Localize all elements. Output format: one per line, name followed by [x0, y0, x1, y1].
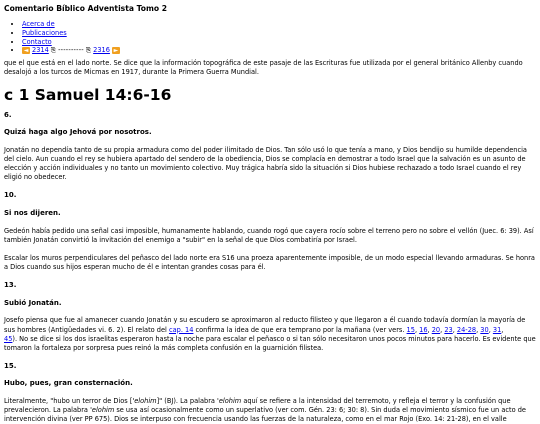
nav-item-about: [22, 20, 536, 29]
verse-ref-link[interactable]: 45: [4, 334, 13, 343]
pager-dashes: ----------: [58, 46, 84, 55]
intro-paragraph: que el que está en el lado norte. Se dice que la información topográfica de este pasaje de las Escrituras fue utilizada por el general británico Allenby cuando desalojó a los turcos de Micmas en 1917, durante la Primera Guerra Mundial.: [4, 58, 523, 77]
verse-ref-link[interactable]: 23: [444, 325, 453, 334]
prev-page-link[interactable]: 2314: [32, 46, 49, 55]
section-6-title: Quizá haga algo Jehová por nosotros.: [4, 128, 152, 137]
nav-link-contact[interactable]: Contacto: [22, 37, 52, 46]
section-10-title: Si nos dijeren.: [4, 209, 61, 218]
section-10-text-1: Gedeón había pedido una señal casi imposible, humanamente hablando, cuando rogó que cayera rocío sobre el terreno pero no sobre el vellón (Juec. 6: 39). Así también Jonatán convirtió la invitación del enemigo a "subir" en la señal de que Dios combatiría por Israel.: [4, 226, 534, 244]
main-heading: c 1 Samuel 14:6-16: [4, 86, 172, 105]
section-15-text: Literalmente, "hubo un terror de Dios ['elohim]" (BJ). La palabra 'elohim aquí se refiere a la intensidad del terremoto, y refleja el terror y la confusión que prevalecieron. La palabra 'elohim se usa así ocasionalmente como un superlativo (ver com. Gén. 23: 6; 30: 8). Sin duda el movimiento sísmico fue un acto de intervención divina (ver PP 675). Dios se interpuso con frecuencia usando las fuerzas de la naturaleza, como en el mar Rojo (Exo. 14: 21-28), en el valle: [4, 397, 526, 424]
nav-item-contact: [22, 38, 536, 47]
verse-ref-link[interactable]: 24-28: [456, 325, 477, 334]
nav-list: [4, 20, 536, 54]
section-13-number: 13.: [4, 281, 17, 290]
verse-ref-link[interactable]: 16: [419, 325, 428, 334]
verse-ref-link[interactable]: 30: [480, 325, 489, 334]
section-15-number: 15.: [4, 361, 17, 370]
next-arrow-icon[interactable]: ►: [113, 47, 119, 55]
page-copy-icon-2: ⎘: [85, 46, 92, 55]
verse-ref-link[interactable]: 31: [492, 325, 502, 334]
nav-item-publications: [22, 29, 536, 38]
section-15-title: Hubo, pues, gran consternación.: [4, 379, 133, 388]
section-10-number: 10.: [4, 191, 17, 200]
page-copy-icon: ⎘: [50, 46, 57, 55]
section-13-title: Subió Jonatán.: [4, 298, 62, 307]
section-13-text: Josefo piensa que fue al amanecer cuando Jonatán y su escudero se aproximaron al reducto filisteo y que llegaron a él cuando todavía dormían la mayoría de sus hombres (Antigüedades vi. 6. 2). El relato del cap. 14 confirma la idea de que era temprano por la mañana (ver vers. 15, 16, 20, 23, 24-28, 30, 31, 45). No se dice si los dos israelitas esperaron hasta la noche para escalar el peñasco o si tan sólo necesitaron unos pocos minutos para hacerlo. Es evidente que tomaron la fortaleza por sorpresa pues reinó la más completa confusión en la guarnición filistea.: [4, 316, 536, 352]
chapter-link[interactable]: cap. 14: [168, 325, 194, 334]
pager: [22, 46, 120, 55]
prev-arrow-icon[interactable]: • ◄: [23, 47, 29, 55]
section-6-text: Jonatán no dependía tanto de su propia armadura como del poder ilimitado de Dios. Tan sólo usó lo que tenía a mano, y Dios bendijo su humilde dependencia del cielo. Aun cuando el rey se hubiera apartado del sendero de la obediencia, Dios se complacía en demostrar a todo Israel que la salvación es un asunto de elección y acción individuales y no tanto un movimiento colectivo. Muy trágica habría sido la situación si Dios hubiese rechazado a todo Israel cuando el rey eligió no obedecer.: [4, 146, 527, 182]
site-title: Comentario Bíblico Adventista Tomo 2: [4, 4, 168, 13]
verse-ref-link[interactable]: 15: [406, 325, 415, 334]
nav-item-pager: [22, 46, 536, 55]
verse-ref-link[interactable]: 20: [431, 325, 441, 334]
section-10-text-2: Escalar los muros perpendiculares del peñasco del lado norte era S16 una proeza aparentemente imposible, de un modo especial llevando armaduras. Se honra a Dios cuando sus hijos esperan mucho de él e intentan grandes cosas para él.: [4, 253, 535, 271]
nav-link-publications[interactable]: Publicaciones: [22, 29, 67, 38]
next-page-link[interactable]: 2316: [93, 46, 110, 55]
nav-link-about[interactable]: Acerca de: [22, 20, 55, 29]
section-6-number: 6.: [4, 110, 12, 119]
